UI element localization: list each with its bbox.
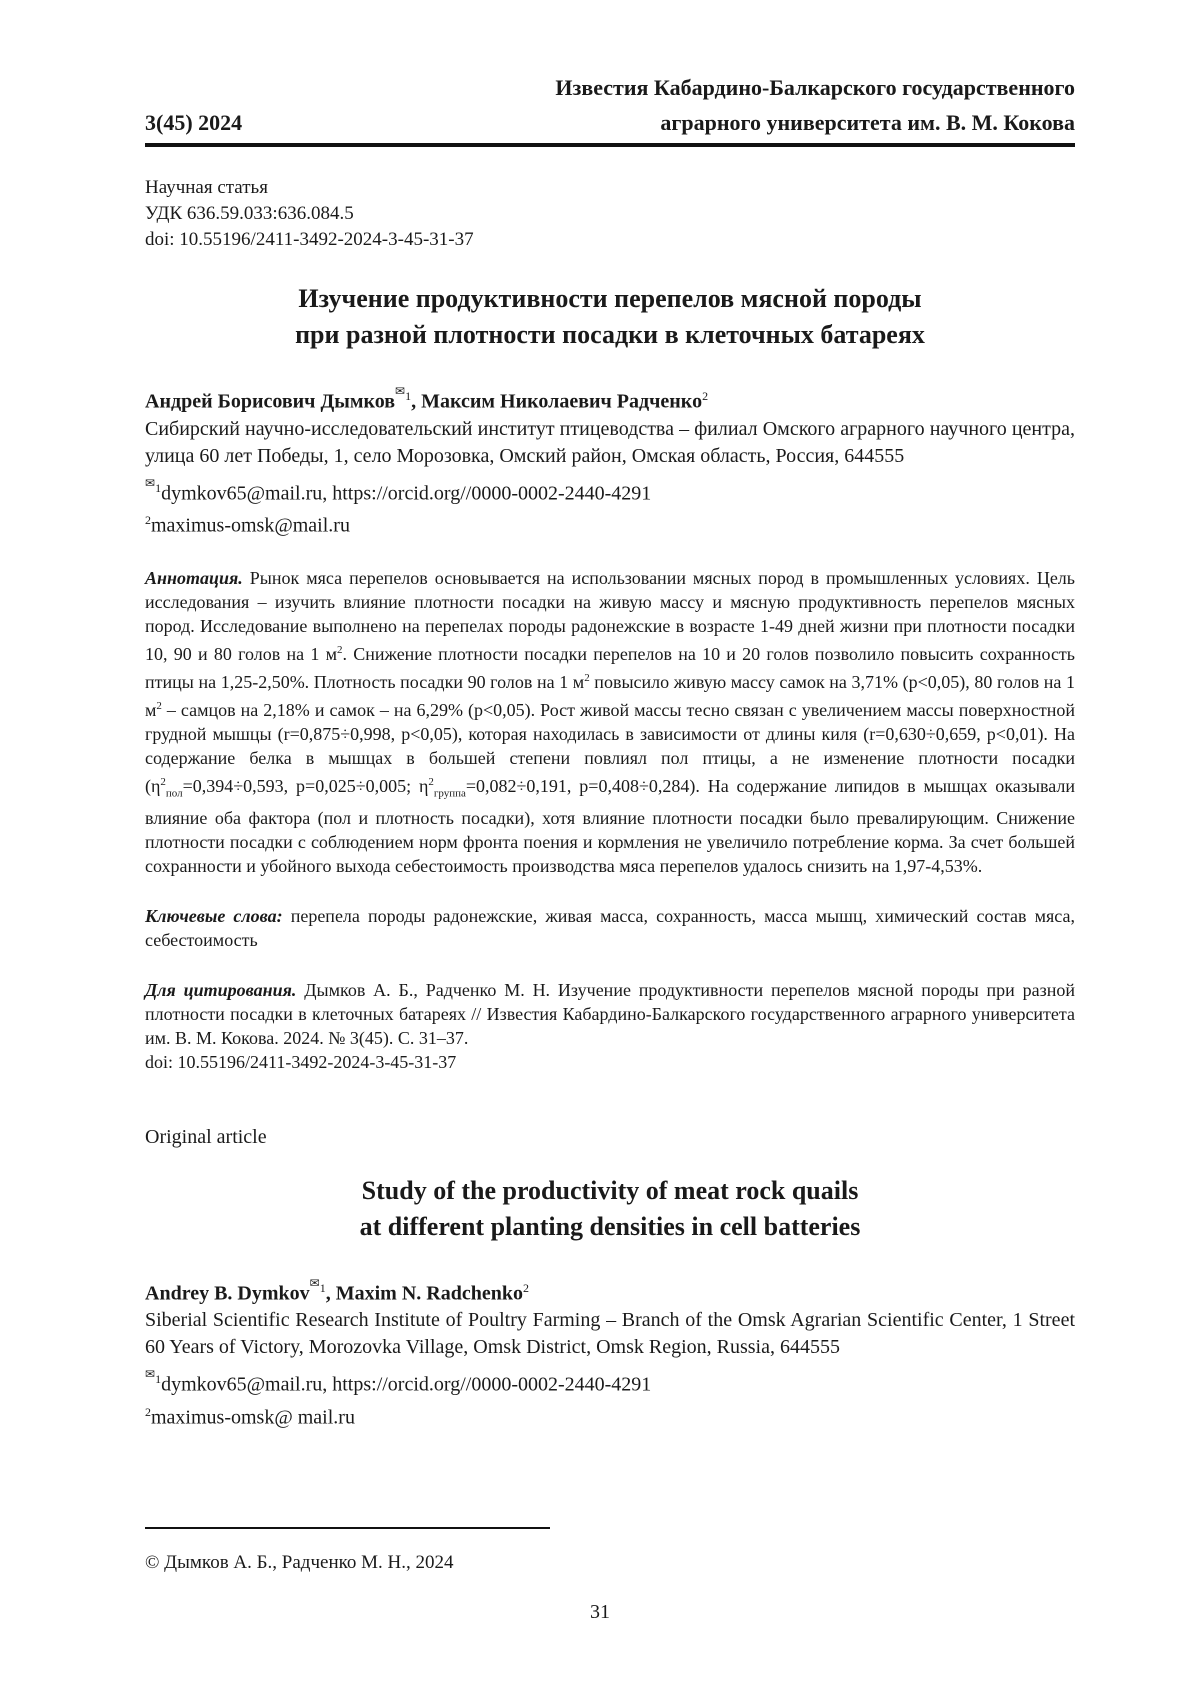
copyright-notice: © Дымков А. Б., Радченко М. Н., 2024 <box>145 1552 454 1574</box>
title-ru-line1: Изучение продуктивности перепелов мясной породы <box>145 281 1075 317</box>
envelope-icon: ✉ <box>310 1276 320 1290</box>
running-header <box>145 70 1075 148</box>
envelope-icon: ✉ <box>145 476 155 490</box>
citation <box>145 978 1075 1074</box>
envelope-icon: ✉ <box>145 1367 155 1381</box>
citation-doi: doi: 10.55196/2411-3492-2024-3-45-31-37 <box>145 1052 456 1072</box>
keywords-label: Ключевые слова: <box>145 906 283 926</box>
article-page <box>0 0 1200 1697</box>
page-number: 31 <box>0 1601 1200 1624</box>
author-1-sup: 1 <box>405 389 411 403</box>
title-ru-line2: при разной плотности посадки в клеточных батареях <box>145 317 1075 353</box>
keywords-text: перепела породы радонежские, живая масса, сохранность, масса мышц, химический состав мяса, себестоимость <box>145 906 1075 950</box>
title-en <box>145 1173 1075 1245</box>
journal-name-line2: аграрного университета им. В. М. Кокова <box>555 105 1075 140</box>
header-divider <box>145 143 1075 147</box>
authors-en <box>145 1269 1075 1308</box>
doi: doi: 10.55196/2411-3492-2024-3-45-31-37 <box>145 227 1075 253</box>
contact-2-sup: 2 <box>145 513 151 527</box>
abstract-label: Аннотация. <box>145 568 243 588</box>
title-en-line1: Study of the productivity of meat rock quails <box>145 1173 1075 1209</box>
citation-text: Дымков А. Б., Радченко М. Н. Изучение продуктивности перепелов мясной породы при разной плотности посадки в клеточных батареях // Известия Кабардино-Балкарского государственного аграрного университета им. В. М. Кокова. 2024. № 3(45). С. 31–37. <box>145 980 1075 1048</box>
author-2-sup: 2 <box>702 389 708 403</box>
author-2-en: Maxim N. Radchenko <box>336 1282 523 1304</box>
contact-2-en-text[interactable]: maximus-omsk@ mail.ru <box>151 1407 355 1429</box>
contact-2-en <box>145 1399 1075 1432</box>
footnote-divider <box>145 1527 550 1529</box>
article-body <box>145 175 1075 1432</box>
authors-ru <box>145 377 1075 416</box>
issue-number: 3(45) 2024 <box>145 110 242 136</box>
keywords <box>145 904 1075 952</box>
author-separator: , <box>411 391 421 413</box>
contact-2-ru <box>145 507 1075 540</box>
journal-name-line1: Известия Кабардино-Балкарского государственного <box>555 70 1075 105</box>
udk-code: УДК 636.59.033:636.084.5 <box>145 201 1075 227</box>
title-en-line2: at different planting densities in cell batteries <box>145 1209 1075 1245</box>
citation-label: Для цитирования. <box>145 980 296 1000</box>
affiliation-ru: Сибирский научно-исследовательский институт птицеводства – филиал Омского аграрного научного центра, улица 60 лет Победы, 1, село Морозовка, Омский район, Омская область, Россия, 644555 <box>145 416 1075 470</box>
article-type: Научная статья <box>145 175 1075 201</box>
journal-name <box>555 70 1075 140</box>
contact-1-en <box>145 1361 1075 1399</box>
envelope-icon: ✉ <box>395 384 405 398</box>
contact-1-ru <box>145 470 1075 508</box>
article-type-en: Original article <box>145 1126 1075 1149</box>
contact-1-text[interactable]: dymkov65@mail.ru, https://orcid.org//0000-0002-2440-4291 <box>161 482 651 504</box>
title-ru <box>145 281 1075 353</box>
contact-2-en-sup: 2 <box>145 1405 151 1419</box>
contact-1-en-text[interactable]: dymkov65@mail.ru, https://orcid.org//0000-0002-2440-4291 <box>161 1374 651 1396</box>
author-2: Максим Николаевич Радченко <box>421 391 702 413</box>
author-separator-en: , <box>326 1282 336 1304</box>
contact-1-sup: 1 <box>155 481 161 495</box>
author-1-en-sup: 1 <box>320 1281 326 1295</box>
contact-1-en-sup: 1 <box>155 1372 161 1386</box>
contact-2-text[interactable]: maximus-omsk@mail.ru <box>151 515 350 537</box>
author-1: Андрей Борисович Дымков <box>145 391 395 413</box>
author-1-en: Andrey B. Dymkov <box>145 1282 310 1304</box>
abstract: Аннотация. Рынок мяса перепелов основывается на использовании мясных пород в промышленных условиях. Цель исследования – изучить влияние плотности посадки на живую массу и мясную продуктивность перепелов мясных пород. Исследование выполнено на перепелах породы радонежские в возрасте 1-49 дней жизни при плотности посадки 10, 90 и 80 голов на 1 м2. Снижение плотности посадки перепелов на 10 и 20 голов позволило повысить сохранность птицы на 1,25-2,50%. Плотность посадки 90 голов на 1 м2 повысило живую массу самок на 3,71% (р<0,05), 80 голов на 1 м2 – самцов на 2,18% и самок – на 6,29% (р<0,05). Рост живой массы тесно связан с увеличением массы поверхностной грудной мышцы (r=0,875÷0,998, р<0,05), которая находилась в зависимости от длины киля (r=0,630÷0,659, р<0,01). На содержание белка в мышцах в большей степени повлиял пол птицы, а не изменение плотности посадки (η2пол=0,394÷0,593, р=0,025÷0,005; η2группа=0,082÷0,191, р=0,408÷0,284). На содержание липидов в мышцах оказывали влияние оба фактора (пол и плотность посадки), хотя влияние плотности посадки было превалирующим. Снижение плотности посадки с соблюдением норм фронта поения и кормления не увеличило потребление корма. За счет большей сохранности и убойного выхода себестоимость производства мяса перепелов удалось снизить на 1,97-4,53%. <box>145 566 1075 878</box>
affiliation-en: Siberial Scientific Research Institute of Poultry Farming – Branch of the Omsk Agrarian Scientific Center, 1 Street 60 Years of Victory, Morozovka Village, Omsk District, Omsk Region, Russia, 644555 <box>145 1307 1075 1361</box>
author-2-en-sup: 2 <box>523 1281 529 1295</box>
